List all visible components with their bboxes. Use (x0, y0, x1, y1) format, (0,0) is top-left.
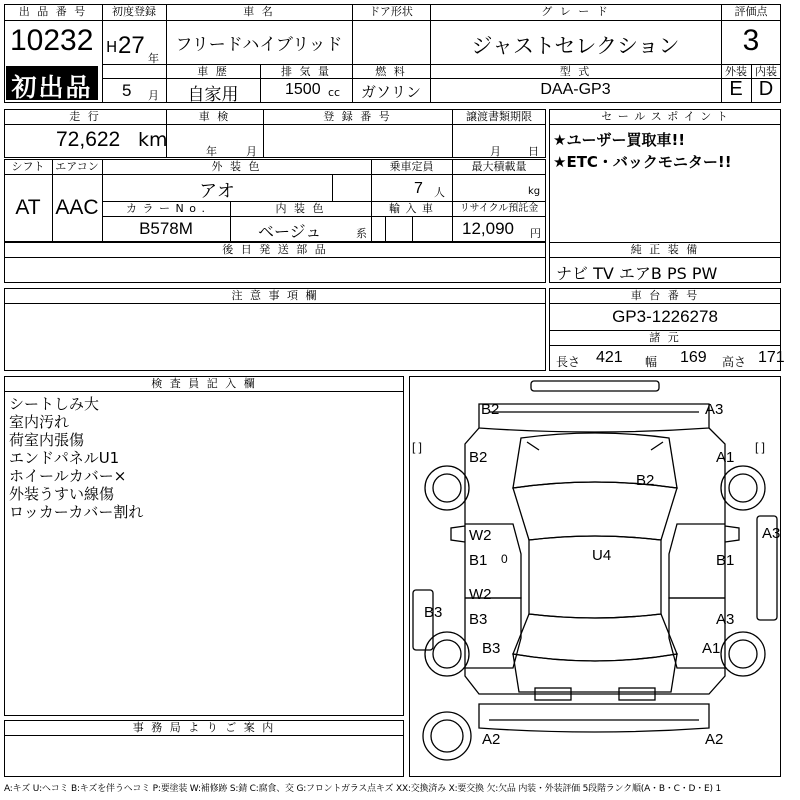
chassis-no: GP3-1226278 (612, 307, 718, 326)
score-exterior: E (729, 78, 743, 100)
max-load-unit: kg (528, 186, 541, 197)
score-header: 評価点 (734, 5, 768, 18)
int-color-value: ベージュ (258, 222, 322, 241)
inspection-note: エンドパネルU1 (9, 449, 120, 467)
aircon-header: エアコン (55, 160, 99, 173)
car-name: フリードハイブリッド (175, 35, 343, 55)
sales-points-header: セ ー ル ス ポ イ ン ト (601, 110, 729, 123)
model-header: 型 式 (559, 65, 592, 78)
score-overall: 3 (742, 24, 760, 57)
score-interior: D (758, 78, 774, 100)
inspection-month-unit: 月 (246, 145, 257, 158)
fuel-header: 燃 料 (375, 65, 407, 78)
inspection-header: 車 検 (198, 110, 231, 123)
inspection-note: シートしみ大 (9, 395, 100, 413)
displacement-unit: cc (328, 86, 341, 99)
damage-left-rear-fender: B3 (482, 640, 501, 657)
notes-header: 注 意 事 項 欄 (231, 289, 319, 302)
door-zero-marker: 0 (501, 552, 508, 566)
damage-right-rear-door: A3 (716, 611, 735, 628)
genuine-header: 純 正 装 備 (630, 243, 700, 256)
history-header: 車 歴 (197, 65, 229, 78)
int-color-unit: 系 (356, 227, 367, 240)
int-color-header: 内 装 色 (275, 202, 326, 215)
car-name-header: 車 名 (243, 5, 275, 18)
damage-rear-right: A2 (705, 731, 724, 748)
damage-rear-left: A2 (482, 731, 501, 748)
damage-left-front-door-glass: W2 (469, 527, 492, 544)
door-header: ドア形状 (369, 5, 413, 18)
transfer-month-unit: 月 (490, 145, 501, 158)
transfer-header: 譲渡書類期限 (466, 110, 532, 123)
mileage-unit: km (138, 129, 168, 151)
damage-right-front-door: B1 (716, 552, 735, 569)
first-reg-month-unit: 月 (148, 89, 159, 102)
dimensions-header: 諸 元 (649, 331, 681, 344)
max-load-header: 最大積載量 (471, 160, 527, 173)
damage-left-side: B3 (424, 604, 443, 621)
aircon: AAC (55, 196, 99, 219)
office-header: 事 務 局 よ り ご 案 内 (132, 721, 276, 734)
fuel: ガソリン (360, 83, 421, 101)
damage-left-front-fender: B2 (469, 449, 488, 466)
length-label: 長さ (556, 355, 581, 369)
damage-left-rear-door: B3 (469, 611, 488, 628)
inspection-note: 外装うすい線傷 (9, 485, 115, 503)
damage-right-rear-fender: A1 (702, 640, 721, 657)
capacity-header: 乗車定員 (389, 160, 434, 173)
history: 自家用 (187, 85, 239, 105)
mileage-value: 72,622 (56, 128, 121, 151)
capacity-value: 7 (414, 180, 423, 197)
genuine-equipment: ナビ TV エアB PS PW (556, 264, 718, 283)
first-reg-year-unit: 年 (148, 52, 159, 65)
first-reg-era: H (106, 38, 118, 56)
lot-number: 10232 (10, 24, 94, 57)
bracket-right: [ ] (755, 440, 766, 454)
damage-left-front-door: B1 (469, 552, 488, 569)
height-value: 171 (758, 349, 785, 366)
car-diagram (409, 376, 781, 777)
height-label: 高さ (722, 355, 747, 369)
chassis-header: 車 台 番 号 (630, 289, 700, 302)
first-reg-year: 27 (118, 32, 145, 59)
inspection-notes-list (9, 395, 143, 521)
damage-left-rear-door-glass: W2 (469, 586, 492, 603)
damage-hood: B2 (636, 472, 655, 489)
inspection-year-unit: 年 (206, 145, 217, 158)
lot-no-header: 出 品 番 号 (18, 5, 88, 18)
recycle-value: 12,090 (462, 219, 514, 238)
sales-point-1: ★ユーザー買取車!! (553, 131, 686, 149)
model-code: DAA-GP3 (540, 81, 611, 98)
ext-color-header: 外 装 色 (211, 160, 262, 173)
recycle-unit: 円 (530, 227, 541, 240)
color-no-header: カ ラ ー N o . (126, 202, 206, 215)
grade-header: グ レ ー ド (541, 5, 610, 18)
exterior-header: 外装 (725, 65, 747, 78)
transfer-day-unit: 日 (528, 145, 539, 158)
grade: ジャストセレクション (471, 34, 680, 58)
inspection-note: 荷室内張傷 (9, 431, 85, 449)
inspection-note: ロッカーカバー割れ (9, 503, 144, 521)
width-value: 169 (680, 349, 707, 366)
legend: A:キズ U:ヘコミ B:キズを伴うヘコミ P:要塗装 W:補修跡 S:錆 C:腐食、交 G:フロントガラス点キズ XX:交換済み X:要交換 欠:欠品 内装・外装評価 5段階ランク順(A・B・C・D・E) 1 (4, 784, 722, 794)
inspection-note: 室内汚れ (9, 413, 70, 431)
import-header: 輸 入 車 (389, 202, 434, 215)
width-label: 幅 (645, 355, 658, 369)
inspector-header: 検 査 員 記 入 欄 (151, 377, 257, 390)
damage-front-left-corner: B2 (481, 401, 500, 418)
capacity-unit: 人 (434, 186, 445, 199)
damage-right-front-fender: A1 (716, 449, 735, 466)
recycle-header: リサイクル預託金 (459, 203, 539, 214)
damage-front-right-corner: A3 (705, 401, 724, 418)
shift-header: シフト (11, 160, 45, 173)
inspection-note: ホイールカバー× (9, 467, 127, 485)
displacement-value: 1500 (285, 81, 321, 98)
first-listing-badge-text: 初出品 (11, 73, 93, 102)
displacement-header: 排 気 量 (281, 65, 331, 78)
color-no: B578M (139, 219, 193, 238)
damage-right-side: A3 (762, 525, 781, 542)
first-reg-month: 5 (122, 81, 132, 100)
interior-header: 内装 (755, 65, 777, 78)
ext-color: アオ (199, 181, 235, 202)
reg-no-header: 登 録 番 号 (323, 110, 392, 123)
damage-roof: U4 (592, 547, 612, 564)
sales-point-2: ★ETC・バックモニター!! (553, 153, 732, 171)
first-reg-header: 初度登録 (112, 5, 156, 18)
bracket-left: [ ] (412, 440, 423, 454)
length-value: 421 (596, 349, 623, 366)
later-parts-header: 後 日 発 送 部 品 (222, 243, 328, 256)
shift: AT (15, 196, 41, 219)
mileage-header: 走 行 (69, 110, 101, 123)
